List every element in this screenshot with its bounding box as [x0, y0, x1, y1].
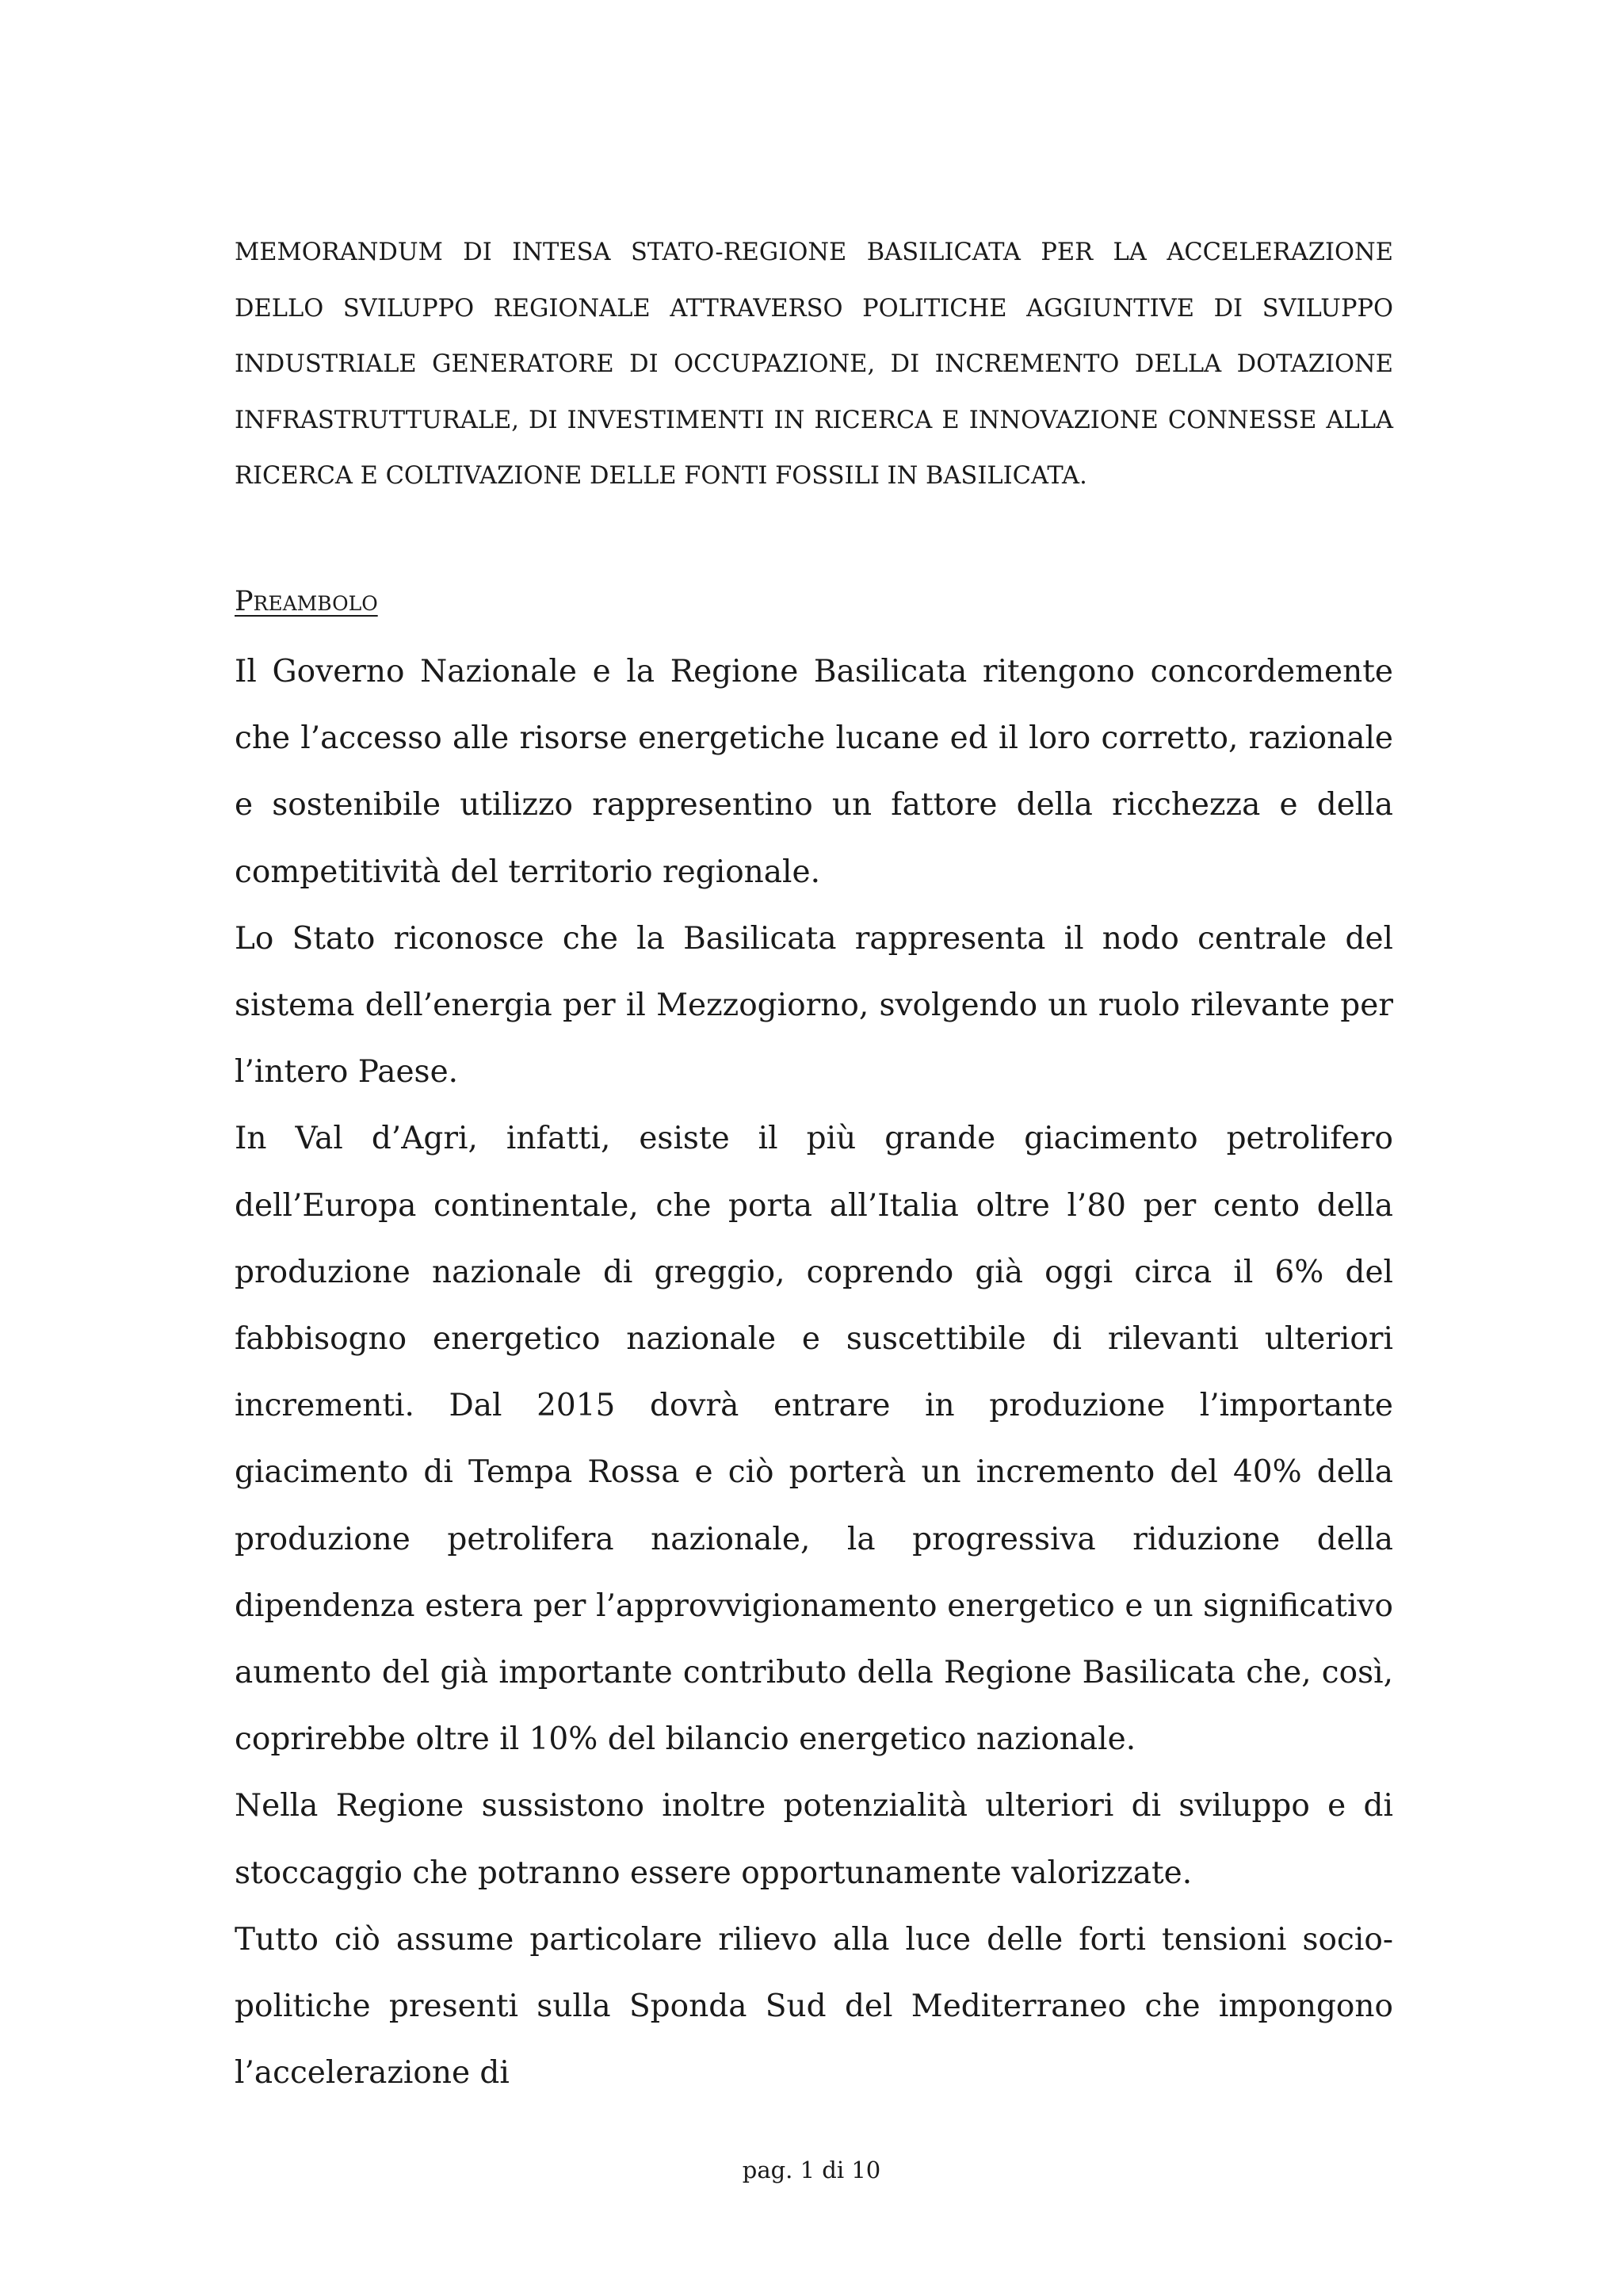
paragraph: Lo Stato riconosce che la Basilicata rappresenta il nodo centrale del sistema dell’energia per il Mezzogiorno, svolgendo un ruolo rilevante per l’intero Paese. [235, 920, 1393, 1091]
page-number: pag. 1 di 10 [742, 2157, 881, 2183]
paragraph: Tutto ciò assume particolare rilievo alla luce delle forti tensioni socio-politiche presenti sulla Sponda Sud del Mediterraneo che impongono l’accelerazione di [235, 1921, 1393, 2092]
paragraph: In Val d’Agri, infatti, esiste il più grande giacimento petrolifero dell’Europa continentale, che porta all’Italia oltre l’80 per cento della produzione nazionale di greggio, coprendo già oggi circa il 6% del fabbisogno energetico nazionale e suscettibile di rilevanti ulteriori incrementi. Dal 2015 dovrà entrare in produzione l’importante giacimento di Tempa Rossa e ciò porterà un incremento del 40% della produzione petrolifera nazionale, la progressiva riduzione della dipendenza estera per l’approvvigionamento energetico e un significativo aumento del già importante contributo della Regione Basilicata che, così, coprirebbe oltre il 10% del bilancio energetico nazionale. [235, 1121, 1393, 1758]
section-heading-preambolo: Preambolo [235, 586, 378, 617]
paragraph: Il Governo Nazionale e la Regione Basilicata ritengono concordemente che l’accesso alle risorse energetiche lucane ed il loro corretto, razionale e sostenibile utilizzo rappresentino un fattore della ricchezza e della competitività del territorio regionale. [235, 654, 1393, 890]
paragraph: Nella Regione sussistono inoltre potenzialità ulteriori di sviluppo e di stoccaggio che potranno essere opportunamente valorizzate. [235, 1788, 1393, 1891]
document-title: MEMORANDUM DI INTESA STATO-REGIONE BASILICATA PER LA ACCELERAZIONE DELLO SVILUPPO REGIONALE ATTRAVERSO POLITICHE AGGIUNTIVE DI SVILUPPO INDUSTRIALE GENERATORE DI OCCUPAZIONE, DI INCREMENTO DELLA DOTAZIONE INFRASTRUTTURALE, DI INVESTIMENTI IN RICERCA E INNOVAZIONE CONNESSE ALLA RICERCA E COLTIVAZIONE DELLE FONTI FOSSILI IN BASILICATA. [235, 239, 1393, 490]
body-text [235, 639, 1393, 2107]
